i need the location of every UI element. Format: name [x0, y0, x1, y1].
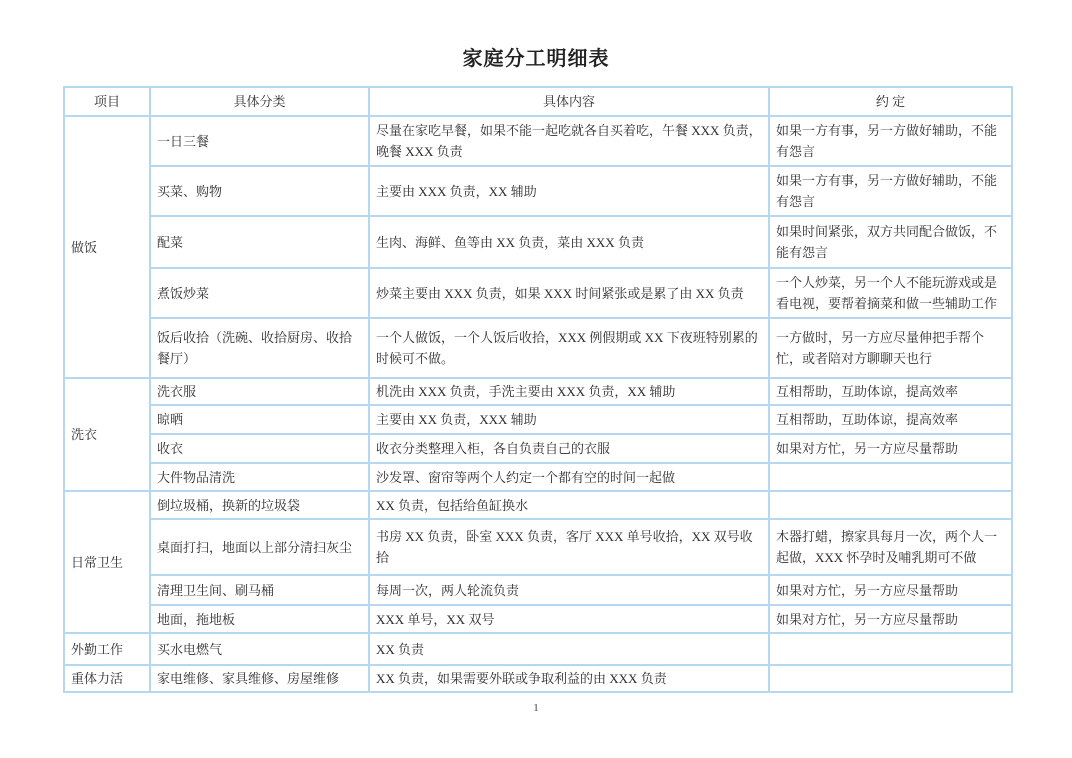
category-cell: 买水电燃气: [150, 633, 369, 665]
section-label-laundry: 洗衣: [64, 378, 150, 491]
category-cell: 家电维修、家具维修、房屋维修: [150, 665, 369, 692]
agreement-cell: 一方做时，另一方应尽量伸把手帮个忙，或者陪对方聊聊天也行: [769, 318, 1012, 378]
table-row: [64, 665, 1012, 692]
table-row: [64, 116, 1012, 166]
category-cell: 地面，拖地板: [150, 605, 369, 633]
agreement-cell: [769, 665, 1012, 692]
agreement-cell: 一个人炒菜，另一个人不能玩游戏或是看电视，要帮着摘菜和做一些辅助工作: [769, 268, 1012, 318]
category-cell: 清理卫生间、刷马桶: [150, 575, 369, 605]
content-cell: XXX 单号，XX 双号: [369, 605, 769, 633]
agreement-cell: 如果对方忙，另一方应尽量帮助: [769, 434, 1012, 463]
agreement-cell: 木器打蜡，擦家具每月一次，两个人一起做，XXX 怀孕时及哺乳期可不做: [769, 519, 1012, 575]
table-row: [64, 378, 1012, 405]
header-row: [64, 87, 1012, 116]
content-cell: 机洗由 XXX 负责，手洗主要由 XXX 负责，XX 辅助: [369, 378, 769, 405]
content-cell: XX 负责: [369, 633, 769, 665]
agreement-cell: 互相帮助，互助体谅，提高效率: [769, 405, 1012, 434]
content-cell: 主要由 XX 负责，XXX 辅助: [369, 405, 769, 434]
page-title: 家庭分工明细表: [462, 48, 610, 70]
section-label-heavy-labor: 重体力活: [64, 665, 150, 692]
section-label-errands: 外勤工作: [64, 633, 150, 665]
category-cell: 一日三餐: [150, 116, 369, 166]
table-row: [64, 434, 1012, 463]
agreement-cell: [769, 491, 1012, 519]
content-cell: 尽量在家吃早餐，如果不能一起吃就各自买着吃，午餐 XXX 负责，晚餐 XXX 负责: [369, 116, 769, 166]
header-cell-agreement: 约 定: [769, 87, 1012, 116]
content-cell: XX 负责，如果需要外联或争取利益的由 XXX 负责: [369, 665, 769, 692]
table-row: [64, 216, 1012, 268]
table-row: [64, 463, 1012, 491]
table-row: [64, 318, 1012, 378]
table-row: [64, 605, 1012, 633]
category-cell: 配菜: [150, 216, 369, 268]
category-cell: 煮饭炒菜: [150, 268, 369, 318]
table-row: [64, 633, 1012, 665]
agreement-cell: 如果对方忙，另一方应尽量帮助: [769, 575, 1012, 605]
content-cell: 一个人做饭，一个人饭后收拾，XXX 例假期或 XX 下夜班特别累的时候可不做。: [369, 318, 769, 378]
category-cell: 大件物品清洗: [150, 463, 369, 491]
header-cell-item: 项目: [64, 87, 150, 116]
section-label-daily-hygiene: 日常卫生: [64, 491, 150, 633]
family-chores-table: [63, 86, 1013, 693]
agreement-cell: 如果对方忙，另一方应尽量帮助: [769, 605, 1012, 633]
content-cell: 炒菜主要由 XXX 负责，如果 XXX 时间紧张或是累了由 XX 负责: [369, 268, 769, 318]
section-label-cooking: 做饭: [64, 116, 150, 378]
category-cell: 饭后收拾（洗碗、收拾厨房、收拾餐厅）: [150, 318, 369, 378]
content-cell: 收衣分类整理入柜，各自负责自己的衣服: [369, 434, 769, 463]
table-row: [64, 405, 1012, 434]
content-cell: 书房 XX 负责，卧室 XXX 负责，客厅 XXX 单号收拾，XX 双号收拾: [369, 519, 769, 575]
agreement-cell: 如果时间紧张，双方共同配合做饭，不能有怨言: [769, 216, 1012, 268]
table-row: [64, 268, 1012, 318]
category-cell: 桌面打扫，地面以上部分清扫灰尘: [150, 519, 369, 575]
agreement-cell: 如果一方有事，另一方做好辅助，不能有怨言: [769, 116, 1012, 166]
content-cell: 沙发罩、窗帘等两个人约定一个都有空的时间一起做: [369, 463, 769, 491]
content-cell: 生肉、海鲜、鱼等由 XX 负责，菜由 XXX 负责: [369, 216, 769, 268]
category-cell: 收衣: [150, 434, 369, 463]
agreement-cell: 互相帮助，互助体谅，提高效率: [769, 378, 1012, 405]
category-cell: 倒垃圾桶，换新的垃圾袋: [150, 491, 369, 519]
header-cell-content: 具体内容: [369, 87, 769, 116]
agreement-cell: [769, 633, 1012, 665]
header-cell-category: 具体分类: [150, 87, 369, 116]
agreement-cell: [769, 463, 1012, 491]
table-row: [64, 491, 1012, 519]
table-row: [64, 575, 1012, 605]
table-row: [64, 166, 1012, 216]
category-cell: 买菜、购物: [150, 166, 369, 216]
content-cell: 主要由 XXX 负责，XX 辅助: [369, 166, 769, 216]
page-number: 1: [533, 702, 539, 714]
agreement-cell: 如果一方有事，另一方做好辅助，不能有怨言: [769, 166, 1012, 216]
content-cell: 每周一次，两人轮流负责: [369, 575, 769, 605]
category-cell: 晾晒: [150, 405, 369, 434]
table-row: [64, 519, 1012, 575]
content-cell: XX 负责，包括给鱼缸换水: [369, 491, 769, 519]
category-cell: 洗衣服: [150, 378, 369, 405]
